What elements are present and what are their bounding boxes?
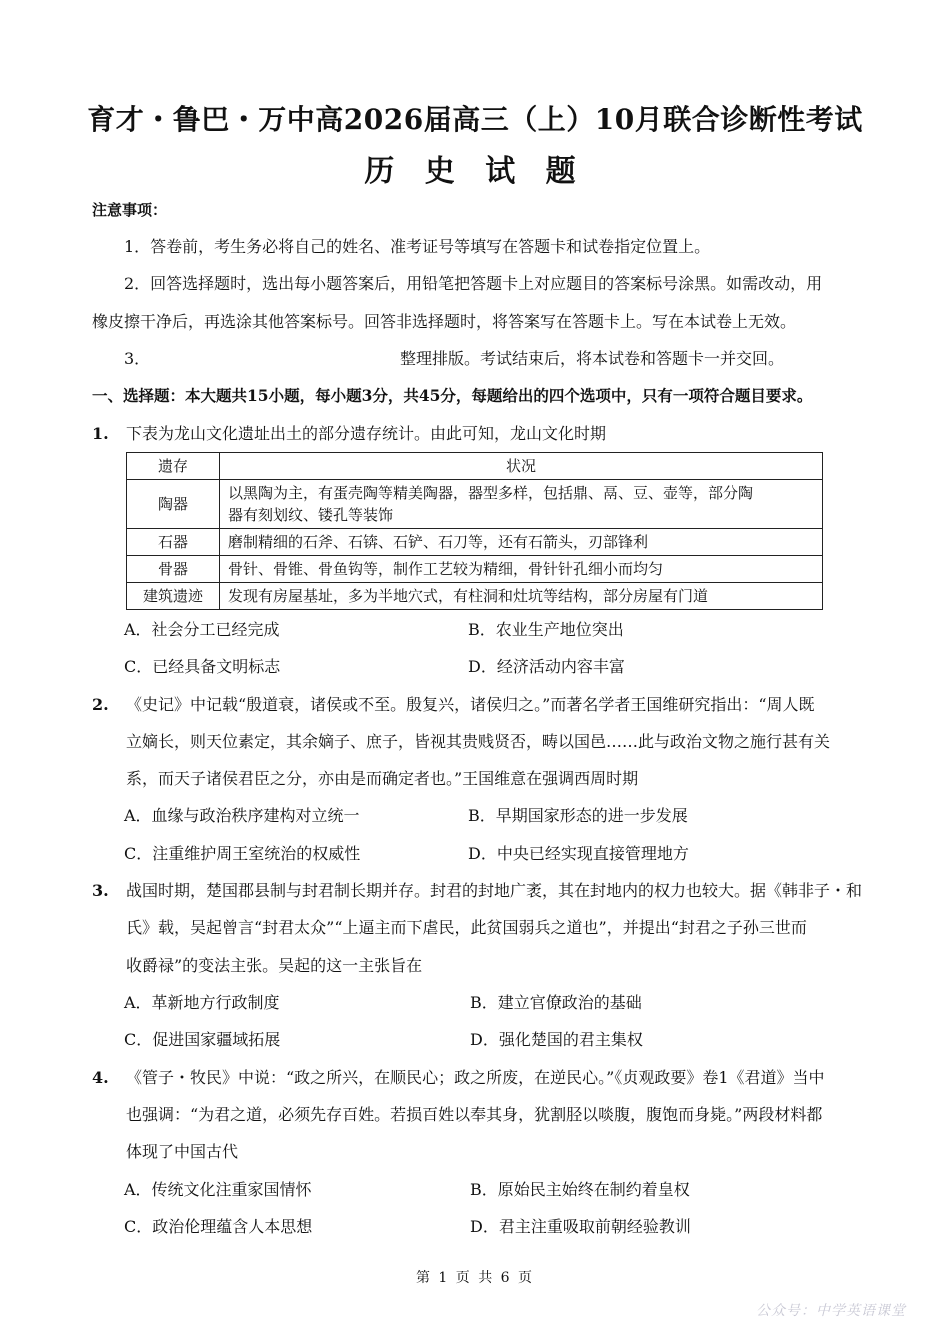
- question-1-option-b: B．农业生产地位突出: [468, 620, 624, 639]
- subject-title: 历 史 试 题: [364, 154, 586, 189]
- table-cell-category: 骨器: [127, 556, 220, 583]
- question-4-option-a: A．传统文化注重家国情怀: [124, 1180, 312, 1199]
- question-4-number: 4.: [92, 1068, 109, 1087]
- question-4-option-b: B．原始民主始终在制约着皇权: [470, 1180, 690, 1199]
- table-cell-description: 骨针、骨锥、骨鱼钩等，制作工艺较为精细，骨针针孔细小而均匀: [220, 556, 823, 583]
- table-cell-description: [220, 480, 823, 529]
- question-3-line-3: 收爵禄”的变法主张。吴起的这一主张旨在: [126, 956, 423, 975]
- question-4-line-2: 也强调：“为君之道，必须先存百姓。若损百姓以奉其身，犹割胫以啖腹，腹饱而身毙。”两段材料都: [126, 1105, 823, 1124]
- table-row: [127, 556, 823, 583]
- question-3-option-b: B．建立官僚政治的基础: [470, 993, 642, 1012]
- question-2-option-c: C．注重维护周王室统治的权威性: [124, 844, 361, 863]
- table-header-category: 遗存: [127, 453, 220, 480]
- table-cell-category: 建筑遗迹: [127, 583, 220, 610]
- question-3-number: 3.: [92, 881, 109, 900]
- question-4-option-c: C．政治伦理蕴含人本思想: [124, 1217, 313, 1236]
- question-2-line-3: 系，而天子诸侯君臣之分，亦由是而确定者也。”王国维意在强调西周时期: [126, 769, 639, 788]
- question-2-line-1: 《史记》中记载“殷道衰，诸侯或不至。殷复兴，诸侯归之。”而著名学者王国维研究指出：“周人既: [126, 695, 815, 714]
- relic-table: [126, 452, 823, 610]
- question-3-option-d: D．强化楚国的君主集权: [470, 1030, 643, 1049]
- question-4-line-1: 《管子・牧民》中说：“政之所兴，在顺民心；政之所废，在逆民心。”《贞观政要》卷1《君道》当中: [126, 1068, 825, 1087]
- table-header-row: [127, 453, 823, 480]
- description-line: 以黑陶为主，有蛋壳陶等精美陶器，器型多样，包括鼎、鬲、豆、壶等，部分陶: [228, 484, 754, 502]
- table-cell-description: 磨制精细的石斧、石锛、石铲、石刀等，还有石箭头，刃部锋利: [220, 529, 823, 556]
- notice-heading: 注意事项：: [92, 201, 168, 219]
- table-cell-category: 陶器: [127, 480, 220, 529]
- notice-item-2-line-2: 橡皮擦干净后，再选涂其他答案标号。回答非选择题时，将答案写在答题卡上。写在本试卷上无效。: [92, 312, 797, 331]
- description-line: 器有刻划纹、镂孔等装饰: [228, 506, 394, 524]
- question-3-line-2: 氏》载，吴起曾言“封君太众”“上逼主而下虐民，此贫国弱兵之道也”，并提出“封君之子孙三世而: [126, 918, 807, 937]
- question-1-stem: 下表为龙山文化遗址出土的部分遗存统计。由此可知，龙山文化时期: [126, 424, 607, 443]
- question-3-option-a: A．革新地方行政制度: [124, 993, 280, 1012]
- question-1-option-a: A．社会分工已经完成: [124, 620, 280, 639]
- question-1-option-c: C．已经具备文明标志: [124, 657, 281, 676]
- notice-item-2-line-1: 2．回答选择题时，选出每小题答案后，用铅笔把答题卡上对应题目的答案标号涂黑。如需改动，用: [124, 274, 823, 293]
- watermark: 公众号：中学英语课堂: [756, 1303, 906, 1319]
- question-2-option-d: D．中央已经实现直接管理地方: [468, 844, 689, 863]
- question-4-line-3: 体现了中国古代: [126, 1142, 239, 1161]
- question-1-option-d: D．经济活动内容丰富: [468, 657, 625, 676]
- question-3-option-c: C．促进国家疆域拓展: [124, 1030, 281, 1049]
- notice-item-3-text: 整理排版。考试结束后，将本试卷和答题卡一并交回。: [400, 349, 785, 368]
- table-cell-category: 石器: [127, 529, 220, 556]
- question-2-option-a: A．血缘与政治秩序建构对立统一: [124, 806, 360, 825]
- question-2-number: 2.: [92, 695, 109, 714]
- table-cell-description: 发现有房屋基址，多为半地穴式，有柱洞和灶坑等结构，部分房屋有门道: [220, 583, 823, 610]
- question-2-line-2: 立嫡长，则天位素定，其余嫡子、庶子，皆视其贵贱贤否，畴以国邑……此与政治文物之施行甚有关: [126, 732, 831, 751]
- page-number: 第 1 页 共 6 页: [415, 1270, 535, 1286]
- question-1-number: 1.: [92, 424, 109, 443]
- question-4-option-d: D．君主注重吸取前朝经验教训: [470, 1217, 691, 1236]
- table-header-description: 状况: [220, 453, 823, 480]
- notice-item-1: 1．答卷前，考生务必将自己的姓名、准考证号等填写在答题卡和试卷指定位置上。: [124, 237, 711, 256]
- exam-title: 育才・鲁巴・万中高2026届高三（上）10月联合诊断性考试: [87, 103, 863, 136]
- table-row: [127, 529, 823, 556]
- question-3-line-1: 战国时期，楚国郡县制与封君制长期并存。封君的封地广袤，其在封地内的权力也较大。据《韩非子・和: [126, 881, 863, 900]
- table-row: [127, 583, 823, 610]
- table-row: [127, 480, 823, 529]
- question-2-option-b: B．早期国家形态的进一步发展: [468, 806, 688, 825]
- notice-item-3-number: 3．: [124, 349, 151, 368]
- section-1-heading: 一、选择题：本大题共15小题，每小题3分，共45分，每题给出的四个选项中，只有一项符合题目要求。: [92, 386, 813, 405]
